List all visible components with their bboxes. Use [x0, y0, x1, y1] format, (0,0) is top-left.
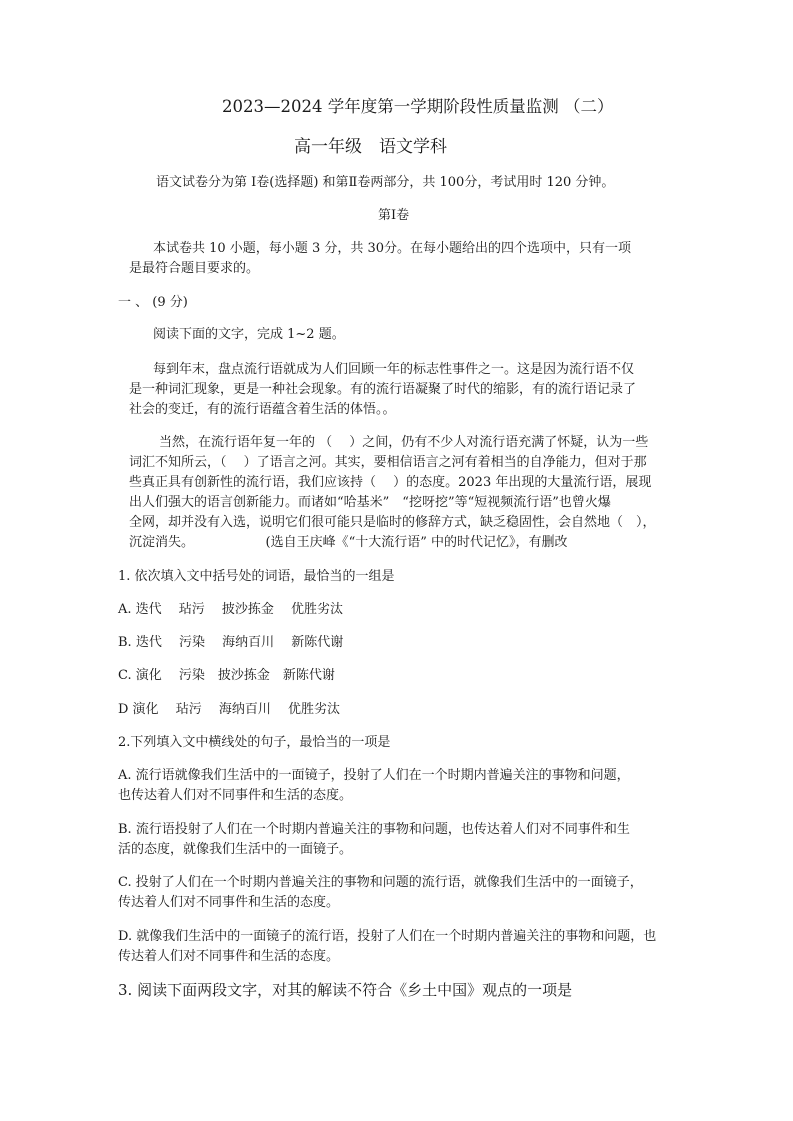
question-option: 传达着人们对不同事件和生活的态度。 — [118, 949, 340, 964]
instructions-line: 是最符合题目要求的。 — [129, 261, 260, 276]
question-stem: 1. 依次填入文中括号处的词语，最恰当的一组是 — [118, 569, 395, 584]
question-option: 传达着人们对不同事件和生活的态度。 — [118, 895, 340, 910]
question-option: 也传达着人们对不同事件和生活的态度。 — [118, 788, 353, 803]
passage-line: 社会的变迁，有的流行语蕴含着生活的体悟。。 — [129, 402, 396, 417]
part-label: 第Ⅰ卷 — [378, 208, 410, 223]
question-option: D. 就像我们生活中的一面镜子的流行语，投射了人们在一个时期内普遍关注的事物和问题，也 — [118, 929, 657, 944]
question-stem: 3. 阅读下面两段文字，对其的解读不符合《乡土中国》观点的一项是 — [118, 981, 573, 999]
exam-info: 语文试卷分为第 Ⅰ卷(选择题) 和第Ⅱ卷两部分，共 100分，考试用时 120 分钟。 — [156, 175, 615, 190]
passage-line: 词汇不知所云，（ ）了语言之河。其实，要相信语言之河有着相当的自净能力，但对于那 — [129, 455, 647, 470]
question-option: B. 流行语投射了人们在一个时期内普遍关注的事物和问题，也传达着人们对不同事件和生 — [118, 822, 630, 837]
question-option: B. 迭代 污染 海纳百川 新陈代谢 — [118, 635, 344, 650]
question-option: D 演化 玷污 海纳百川 优胜劣汰 — [118, 702, 340, 717]
question-option: 活的态度，就像我们生活中的一面镜子。 — [118, 842, 353, 857]
reading-prompt: 阅读下面的文字，完成 1~2 题。 — [153, 327, 345, 342]
passage-line: 全网，却并没有入选，说明它们很可能只是临时的修辞方式，缺乏稳固性，会自然地（ ）， — [129, 515, 656, 530]
question-option: A. 流行语就像我们生活中的一面镜子，投射了人们在一个时期内普遍关注的事物和问题， — [118, 768, 630, 783]
passage-line: 出人们强大的语言创新能力。而诸如“哈基米” “挖呀挖”等“短视频流行语”也曾火爆 — [129, 495, 611, 510]
question-option: C. 演化 污染 披沙拣金 新陈代谢 — [118, 668, 335, 683]
passage-line: 当然，在流行语年复一年的 （ ）之间，仍有不少人对流行语充满了怀疑，认为一些 — [159, 435, 649, 450]
exam-title: 2023—2024 学年度第一学期阶段性质量监测 （二） — [222, 97, 614, 116]
question-option: C. 投射了人们在一个时期内普遍关注的事物和问题的流行语，就像我们生活中的一面镜子， — [118, 875, 643, 890]
passage-line: 沉淀消失。 (选自王庆峰《“十大流行语” 中的时代记忆》，有删改 — [129, 535, 568, 550]
passage-line: 每到年末，盘点流行语就成为人们回顾一年的标志性事件之一。这是因为流行语不仅 — [153, 362, 635, 377]
passage-line: 些真正具有创新性的流行语，我们应该持（ ）的态度。2023 年出现的大量流行语，展现 — [129, 475, 652, 490]
question-option: A. 迭代 玷污 披沙拣金 优胜劣汰 — [118, 602, 344, 617]
section-heading: 一 、 (9 分) — [118, 295, 188, 310]
exam-subtitle: 高一年级 语文学科 — [294, 137, 447, 157]
question-stem: 2.下列填入文中横线处的句子，最恰当的一项是 — [118, 735, 391, 750]
passage-line: 是一种词汇现象，更是一种社会现象。有的流行语凝聚了时代的缩影，有的流行语记录了 — [129, 382, 637, 397]
instructions-line: 本试卷共 10 小题，每小题 3 分，共 30分。在每小题给出的四个选项中，只有一项 — [153, 241, 632, 256]
